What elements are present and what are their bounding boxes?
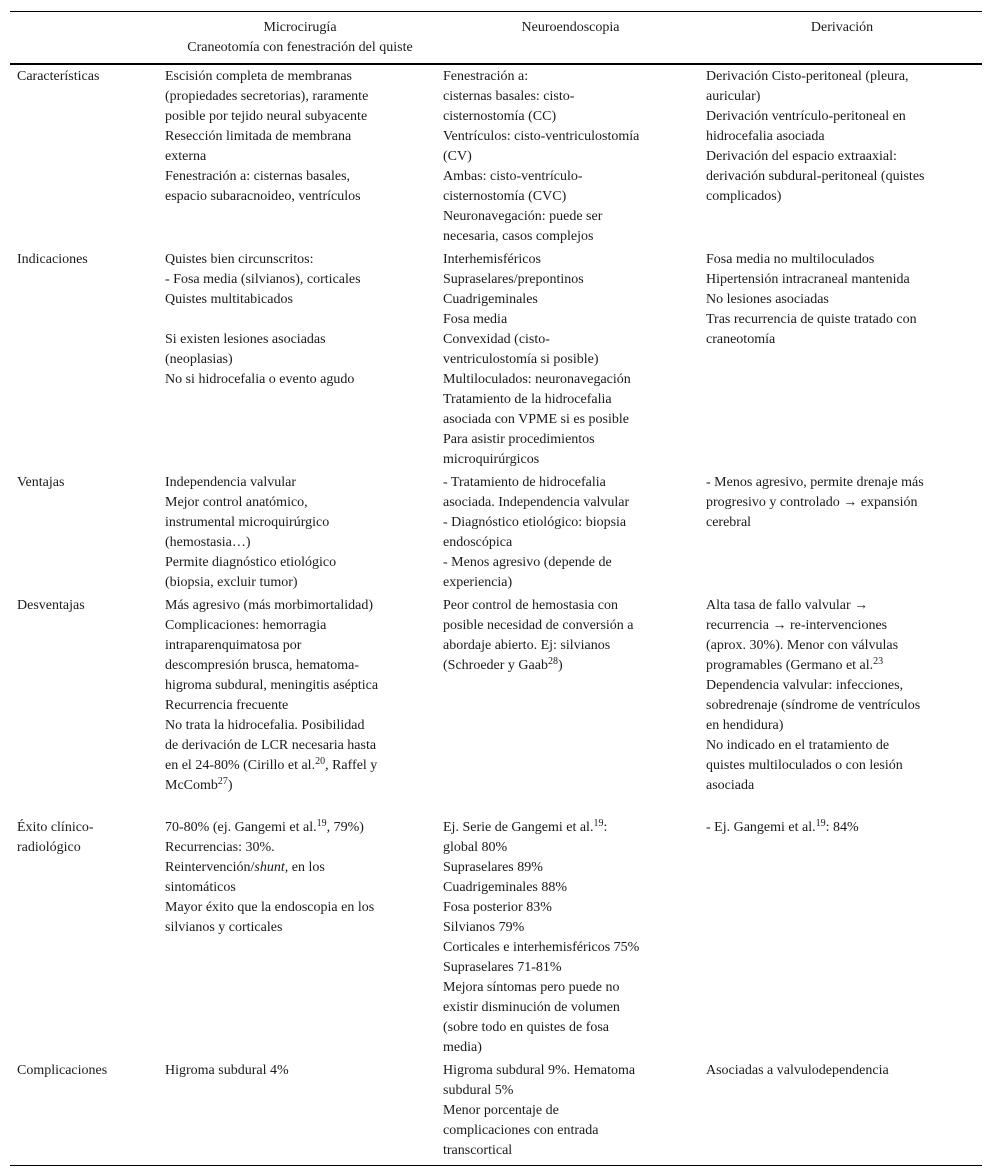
text-segment: en el 24-80% (Cirillo et al.	[165, 758, 316, 773]
cell-indicaciones-endo	[439, 248, 702, 471]
cell-line	[443, 818, 698, 838]
cell-line: Peor control de hemostasia con	[443, 598, 618, 613]
cell-line: No si hidrocefalia o evento agudo	[165, 372, 355, 387]
cell-line: sobredrenaje (síndrome de ventrículos	[706, 698, 921, 713]
row-label-caracteristicas: Características	[17, 69, 100, 84]
cell-line: descompresión brusca, hematoma-	[165, 658, 359, 673]
cell-line: instrumental microquirúrgico	[165, 515, 330, 530]
cell-exito-deriv	[702, 797, 982, 1059]
cell-line: - Menos agresivo (depende de	[443, 555, 612, 570]
cell-line: derivación subdural-peritoneal (quistes	[706, 169, 925, 184]
text-segment: : 84%	[825, 820, 859, 835]
text-segment: , 79%)	[326, 820, 364, 835]
row-label-line: radiológico	[17, 840, 81, 855]
cell-line: Fosa posterior 83%	[443, 900, 552, 915]
cell-line: Si existen lesiones asociadas	[165, 332, 326, 347]
cell-line: Permite diagnóstico etiológico	[165, 555, 337, 570]
cell-line: Cuadrigeminales	[443, 292, 538, 307]
cell-line: - Menos agresivo, permite drenaje más	[706, 475, 924, 490]
cell-line: espacio subaracnoideo, ventrículos	[165, 189, 361, 204]
cell-caracteristicas-micro	[161, 64, 439, 248]
cell-line: cerebral	[706, 515, 752, 530]
cell-line: complicados)	[706, 189, 782, 204]
cell-line: Silvianos 79%	[443, 920, 525, 935]
cell-line: Fenestración a: cisternas basales,	[165, 169, 351, 184]
text-segment: - Ej. Gangemi et al.	[706, 820, 816, 835]
text-segment: 70-80% (ej. Gangemi et al.	[165, 820, 317, 835]
cell-line: media)	[443, 1040, 482, 1055]
cell-line: Mejor control anatómico,	[165, 495, 308, 510]
reference-superscript: 19	[593, 818, 604, 829]
row-indicaciones	[10, 248, 982, 471]
cell-line: transcortical	[443, 1143, 513, 1158]
cell-line: Convexidad (cisto-	[443, 332, 550, 347]
cell-line: asociada. Independencia valvular	[443, 495, 630, 510]
cell-line: Quistes multitabicados	[165, 292, 293, 307]
text-segment: Reintervención/	[165, 860, 255, 875]
cell-line: Asociadas a valvulodependencia	[706, 1063, 889, 1078]
row-desventajas	[10, 594, 982, 797]
row-ventajas	[10, 471, 982, 594]
cell-line: higroma subdural, meningitis aséptica	[165, 678, 379, 693]
text-segment: Ej. Serie de Gangemi et al.	[443, 820, 594, 835]
reference-superscript: 20	[315, 756, 326, 767]
text-segment: , Raffel y	[325, 758, 378, 773]
cell-line: Mejora síntomas pero puede no	[443, 980, 620, 995]
cell-line: ventriculostomía si posible)	[443, 352, 599, 367]
cell-line: necesaria, casos complejos	[443, 229, 594, 244]
cell-line: - Fosa media (silvianos), corticales	[165, 272, 361, 287]
text-segment: :	[603, 820, 608, 835]
row-complicaciones	[10, 1059, 982, 1166]
header-microcirugia-title: Microcirugía	[263, 20, 337, 35]
cell-line: Hipertensión intracraneal mantenida	[706, 272, 910, 287]
cell-line: recurrencia → re-intervenciones	[706, 618, 888, 633]
cell-line: (propiedades secretorias), raramente	[165, 89, 369, 104]
cell-line: cisternas basales: cisto-	[443, 89, 575, 104]
cell-line: Neuronavegación: puede ser	[443, 209, 603, 224]
cell-line: (sobre todo en quistes de fosa	[443, 1020, 610, 1035]
cell-complicaciones-deriv	[702, 1059, 982, 1166]
cell-line: Ambas: cisto-ventrículo-	[443, 169, 583, 184]
cell-ventajas-deriv	[702, 471, 982, 594]
cell-line: Quistes bien circunscritos:	[165, 252, 314, 267]
cell-line: Alta tasa de fallo valvular →	[706, 598, 869, 613]
row-label-indicaciones: Indicaciones	[17, 252, 88, 267]
cell-line: posible necesidad de conversión a	[443, 618, 634, 633]
text-segment: McComb	[165, 778, 218, 793]
cell-line: (hemostasia…)	[165, 535, 251, 550]
cell-complicaciones-micro	[161, 1059, 439, 1166]
row-label-desventajas: Desventajas	[17, 598, 85, 613]
cell-line: Tratamiento de la hidrocefalia	[443, 392, 612, 407]
cell-line: cisternostomía (CC)	[443, 109, 557, 124]
cell-line: en hendidura)	[706, 718, 784, 733]
row-exito	[10, 797, 982, 1059]
cell-line: silvianos y corticales	[165, 920, 283, 935]
cell-line	[706, 656, 978, 676]
cell-line: Derivación Cisto-peritoneal (pleura,	[706, 69, 909, 84]
cell-line: cisternostomía (CVC)	[443, 189, 567, 204]
row-label-exito	[10, 797, 161, 1059]
cell-line: - Tratamiento de hidrocefalia	[443, 475, 606, 490]
reference-superscript: 19	[316, 818, 327, 829]
reference-superscript: 23	[873, 656, 884, 667]
cell-line: Fosa media no multiloculados	[706, 252, 875, 267]
cell-desventajas-endo	[439, 594, 702, 797]
text-segment: (Schroeder y Gaab	[443, 658, 548, 673]
row-label-line: Éxito clínico-	[17, 820, 94, 835]
cell-ventajas-micro	[161, 471, 439, 594]
cell-line: Escisión completa de membranas	[165, 69, 352, 84]
cell-line: asociada con VPME si es posible	[443, 412, 629, 427]
cell-line: Derivación ventrículo-peritoneal en	[706, 109, 906, 124]
header-neuroendoscopia: Neuroendoscopia	[521, 20, 620, 35]
cell-line: (aprox. 30%). Menor con válvulas	[706, 638, 899, 653]
row-label-complicaciones: Complicaciones	[17, 1063, 108, 1078]
cell-line: Recurrencia frecuente	[165, 698, 289, 713]
cell-desventajas-micro	[161, 594, 439, 797]
cell-line: experiencia)	[443, 575, 513, 590]
cell-line: Supraselares/prepontinos	[443, 272, 584, 287]
cell-line: sintomáticos	[165, 880, 236, 895]
cell-line: Corticales e interhemisféricos 75%	[443, 940, 640, 955]
cell-line: Cuadrigeminales 88%	[443, 880, 568, 895]
cell-line	[165, 756, 435, 776]
cell-line: Para asistir procedimientos	[443, 432, 595, 447]
cell-line: Ventrículos: cisto-ventriculostomía	[443, 129, 640, 144]
cell-exito-micro	[161, 797, 439, 1059]
cell-line: intraparenquimatosa por	[165, 638, 302, 653]
comparison-table	[10, 11, 982, 1166]
cell-line: craneotomía	[706, 332, 776, 347]
cell-line: global 80%	[443, 840, 508, 855]
cell-line: Tras recurrencia de quiste tratado con	[706, 312, 917, 327]
cell-line: Interhemisféricos	[443, 252, 541, 267]
cell-line: externa	[165, 149, 207, 164]
cell-line: (neoplasias)	[165, 352, 233, 367]
cell-caracteristicas-deriv	[702, 64, 982, 248]
cell-line: quistes multiloculados o con lesión	[706, 758, 903, 773]
cell-line	[706, 818, 978, 838]
cell-indicaciones-micro	[161, 248, 439, 471]
cell-line: Fenestración a:	[443, 69, 529, 84]
cell-line: No lesiones asociadas	[706, 292, 829, 307]
cell-caracteristicas-endo	[439, 64, 702, 248]
header-microcirugia	[161, 12, 439, 65]
cell-line: Menor porcentaje de	[443, 1103, 559, 1118]
cell-line: subdural 5%	[443, 1083, 514, 1098]
row-caracteristicas	[10, 64, 982, 248]
cell-line	[165, 858, 435, 878]
reference-superscript: 19	[815, 818, 826, 829]
cell-line: Supraselares 71-81%	[443, 960, 562, 975]
cell-line: Más agresivo (más morbimortalidad)	[165, 598, 374, 613]
cell-line: endoscópica	[443, 535, 513, 550]
header-derivacion: Derivación	[810, 20, 874, 35]
cell-line	[165, 818, 435, 838]
cell-line: Multiloculados: neuronavegación	[443, 372, 631, 387]
cell-line: existir disminución de volumen	[443, 1000, 620, 1015]
cell-line: abordaje abierto. Ej: silvianos	[443, 638, 611, 653]
cell-line: hidrocefalia asociada	[706, 129, 825, 144]
cell-line: No indicado en el tratamiento de	[706, 738, 890, 753]
header-empty-cell	[10, 12, 161, 65]
cell-line: Higroma subdural 9%. Hematoma	[443, 1063, 636, 1078]
table-body	[10, 64, 982, 1166]
cell-line: progresivo y controlado → expansión	[706, 495, 918, 510]
table-header	[10, 12, 982, 65]
cell-line: Fosa media	[443, 312, 508, 327]
text-segment: )	[227, 778, 233, 793]
cell-line: complicaciones con entrada	[443, 1123, 599, 1138]
cell-line: Supraselares 89%	[443, 860, 543, 875]
cell-complicaciones-endo	[439, 1059, 702, 1166]
cell-line: No trata la hidrocefalia. Posibilidad	[165, 718, 365, 733]
header-row	[10, 12, 982, 65]
text-segment: , en los	[284, 860, 325, 875]
blank-line	[165, 310, 435, 330]
text-segment: )	[557, 658, 563, 673]
header-microcirugia-subtitle: Craneotomía con fenestración del quiste	[187, 40, 413, 55]
cell-ventajas-endo	[439, 471, 702, 594]
cell-line: - Diagnóstico etiológico: biopsia	[443, 515, 627, 530]
cell-line: Derivación del espacio extraaxial:	[706, 149, 897, 164]
cell-exito-endo	[439, 797, 702, 1059]
cell-line: Higroma subdural 4%	[165, 1063, 289, 1078]
row-label-ventajas: Ventajas	[17, 475, 65, 490]
cell-line: de derivación de LCR necesaria hasta	[165, 738, 377, 753]
cell-line: microquirúrgicos	[443, 452, 540, 467]
cell-line: Mayor éxito que la endoscopia en los	[165, 900, 375, 915]
cell-line: Complicaciones: hemorragia	[165, 618, 327, 633]
cell-line: Resección limitada de membrana	[165, 129, 352, 144]
cell-line: asociada	[706, 778, 755, 793]
cell-line: Dependencia valvular: infecciones,	[706, 678, 904, 693]
reference-superscript: 27	[217, 776, 228, 787]
text-segment: programables (Germano et al.	[706, 658, 874, 673]
cell-line: Recurrencias: 30%.	[165, 840, 275, 855]
cell-line: auricular)	[706, 89, 761, 104]
cell-line: (biopsia, excluir tumor)	[165, 575, 298, 590]
cell-indicaciones-deriv	[702, 248, 982, 471]
cell-line	[165, 776, 435, 796]
cell-line: (CV)	[443, 149, 472, 164]
cell-line: posible por tejido neural subyacente	[165, 109, 368, 124]
cell-line	[443, 656, 698, 676]
reference-superscript: 28	[547, 656, 558, 667]
cell-desventajas-deriv	[702, 594, 982, 797]
italic-text: shunt	[254, 860, 285, 875]
cell-line: Independencia valvular	[165, 475, 296, 490]
